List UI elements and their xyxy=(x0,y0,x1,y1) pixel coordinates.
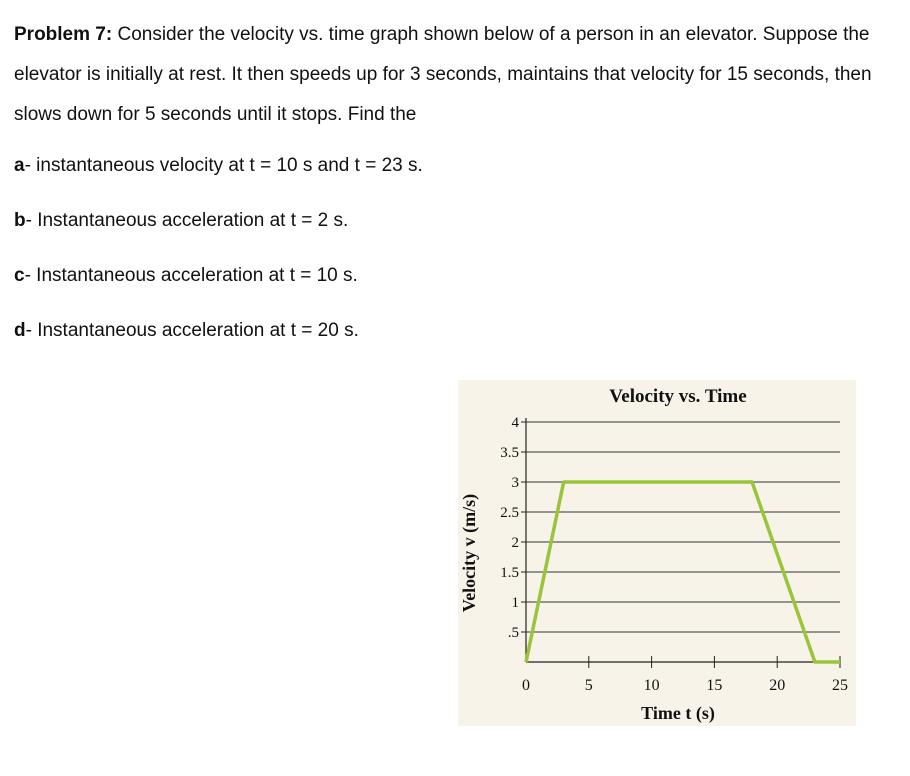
x-tick-label: 0 xyxy=(522,677,530,694)
y-axis-label: Velocity v (m/s) xyxy=(459,493,479,613)
x-tick-label: 25 xyxy=(832,677,848,694)
question-c: c- Instantaneous acceleration at t = 10 s. xyxy=(14,265,358,286)
velocity-time-chart xyxy=(458,380,856,726)
x-tick-label: 20 xyxy=(769,677,786,694)
x-tick-label: 5 xyxy=(584,677,593,694)
y-tick-label: 2 xyxy=(511,535,519,551)
y-tick-label: 3 xyxy=(511,475,519,491)
problem-text: Consider the velocity vs. time graph shown below of a person in an elevator. Suppose the elevator is initially at rest. It then speeds up for 3 seconds, maintains that velocity for 15 seconds, then slows down for 5 seconds until it stops. Find the xyxy=(14,24,872,125)
y-tick-label: .5 xyxy=(507,625,519,641)
question-b: b- Instantaneous acceleration at t = 2 s. xyxy=(14,210,349,231)
y-tick-label: 4 xyxy=(511,415,519,431)
problem-label: Problem 7: xyxy=(14,24,113,45)
x-axis-label: Time t (s) xyxy=(641,703,715,723)
y-tick-label: 2.5 xyxy=(500,505,519,521)
problem-statement xyxy=(14,15,894,135)
y-tick-label: 3.5 xyxy=(500,445,519,461)
chart-svg xyxy=(458,380,856,726)
y-tick-label: 1.5 xyxy=(500,565,519,581)
x-tick-label: 15 xyxy=(706,677,723,694)
y-tick-label: 1 xyxy=(511,595,519,611)
question-a: a- instantaneous velocity at t = 10 s and t = 23 s. xyxy=(14,155,423,176)
chart-title: Velocity vs. Time xyxy=(609,386,747,407)
question-d: d- Instantaneous acceleration at t = 20 s. xyxy=(14,320,359,341)
x-tick-label: 10 xyxy=(643,677,660,694)
